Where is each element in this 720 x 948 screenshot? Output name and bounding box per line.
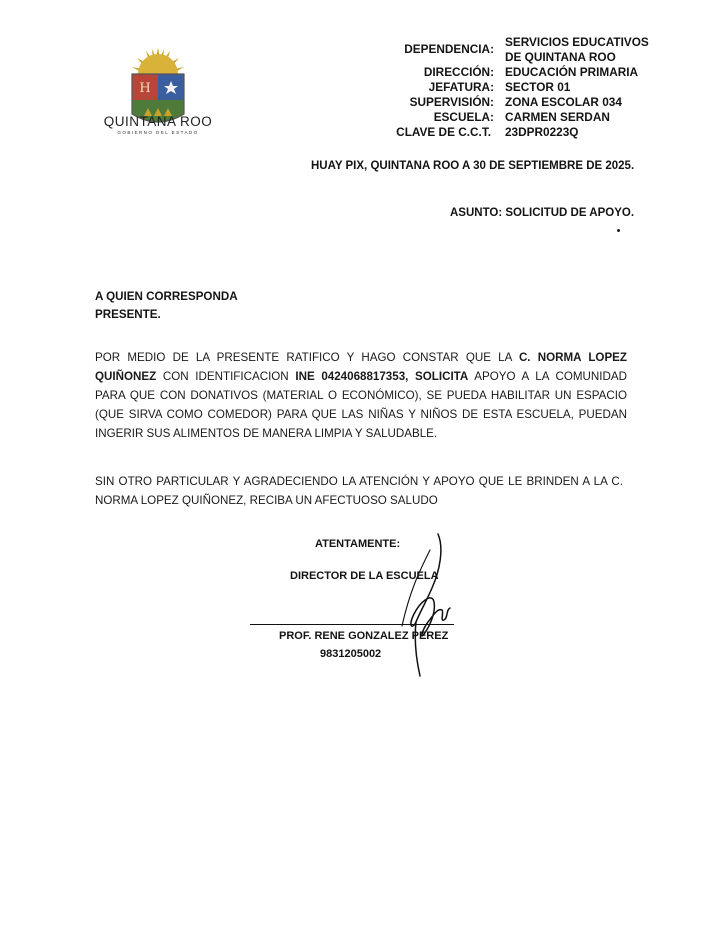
stray-mark [617,229,620,232]
closing-role: DIRECTOR DE LA ESCUELA [290,570,439,582]
p1-intro: POR MEDIO DE LA PRESENTE RATIFICO Y HAGO CONSTAR QUE LA [95,351,519,364]
body-paragraph-1 [95,348,627,443]
header-label-dependencia: DEPENDENCIA: [404,42,494,56]
brand-block [98,114,218,135]
place-date: HUAY PIX, QUINTANA ROO A 30 DE SEPTIEMBRE DE 2025. [311,160,635,172]
header-value-direccion: EDUCACIÓN PRIMARIA [505,65,639,79]
header-label-jefatura: JEFATURA: [428,80,494,94]
recipient-line1: A QUIEN CORRESPONDA [95,290,238,303]
header-label-direccion: DIRECCIÓN: [423,65,494,79]
recipient-line2: PRESENTE. [95,308,161,321]
subject-line: ASUNTO: SOLICITUD DE APOYO. [450,207,635,219]
closing-salutation: ATENTAMENTE: [315,538,401,550]
header-value-clave-cct: 23DPR0223Q [505,125,579,139]
header-value-dependencia-line1: SERVICIOS EDUCATIVOS [505,35,649,49]
header-value-jefatura: SECTOR 01 [505,80,571,94]
header-value-escuela: CARMEN SERDAN [505,110,610,124]
body-paragraph-2: SIN OTRO PARTICULAR Y AGRADECIENDO LA ATENCIÓN Y APOYO QUE LE BRINDEN A LA C. NORMA LOPEZ QUIÑONEZ, RECIBA UN AFECTUOSO SALUDO [95,475,623,507]
signatory-phone: 9831205002 [320,648,382,660]
header-label-escuela: ESCUELA: [433,110,494,124]
p1-rest: APOYO A LA COMUNIDAD PARA QUE CON DONATIVOS (MATERIAL O ECONÓMICO), SE PUEDA HABILITAR UN ESPACIO (QUE SIRVA COMO COMEDOR) PARA QUE LAS NIÑAS Y NIÑOS DE ESTA ESCUELA, PUEDAN INGERIR SUS ALIMENTOS DE MANERA LIMPIA Y SALUDABLE. [95,370,627,440]
p1-ine: INE 0424068817353, SOLICITA [295,370,469,383]
header-label-clave-cct: CLAVE DE C.C.T. [396,125,491,139]
signatory-name: PROF. RENE GONZALEZ PEREZ [279,630,449,642]
header-value-supervision: ZONA ESCOLAR 034 [505,95,622,109]
p1-name: C. NORMA LOPEZ QUIÑONEZ [95,351,627,383]
header-value-dependencia-line2: DE QUINTANA ROO [505,50,616,64]
header-label-supervision: SUPERVISIÓN: [409,95,494,109]
svg-text:H: H [139,81,151,96]
p1-mid: CON IDENTIFICACION [156,370,296,383]
brand-subtitle: GOBIERNO DEL ESTADO [117,130,199,135]
brand-name: QUINTANA ROO [103,114,213,129]
handwritten-signature [380,530,470,680]
